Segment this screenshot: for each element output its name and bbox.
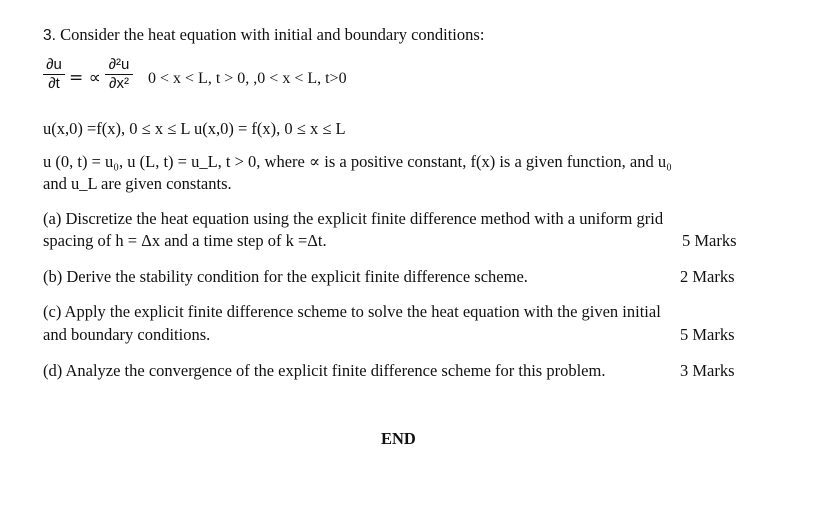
part-a-line2: spacing of h = Δx and a time step of k =Δt. — [43, 231, 327, 250]
part-c-line1: (c) Apply the explicit finite difference scheme to solve the heat equation with the given initial — [43, 302, 661, 321]
equation-domain: 0 < x < L, t > 0, ,0 < x < L, t>0 — [148, 70, 347, 87]
lhs-denominator: ∂t — [48, 75, 60, 92]
equals-proportional: = ∝ — [69, 68, 101, 88]
initial-condition: u(x,0) =f(x), 0 ≤ x ≤ L u(x,0) = f(x), 0 ≤ x ≤ L — [43, 119, 346, 138]
part-d-text: (d) Analyze the convergence of the explicit finite difference scheme for this problem. — [43, 361, 606, 380]
boundary-conditions-line1: u (0, t) = u₀, u (L, t) = u_L, t > 0, where ∝ is a positive constant, f(x) is a given function, and u₀ — [43, 152, 672, 171]
question-title-text: Consider the heat equation with initial and boundary conditions: — [60, 25, 485, 44]
part-b-text: (b) Derive the stability condition for the explicit finite difference scheme. — [43, 267, 528, 286]
rhs-denominator: ∂x² — [109, 75, 129, 92]
part-a-marks: 5 Marks — [682, 231, 737, 250]
lhs-fraction — [42, 56, 66, 93]
rhs-numerator: ∂²u — [108, 56, 130, 73]
boundary-conditions-line2: and u_L are given constants. — [43, 174, 232, 193]
rhs-fraction — [104, 56, 134, 93]
part-b-marks: 2 Marks — [680, 267, 735, 286]
question-number: 3. — [43, 27, 56, 44]
lhs-numerator: ∂u — [46, 56, 62, 73]
part-a-line1: (a) Discretize the heat equation using the explicit finite difference method with a uniform grid — [43, 209, 664, 228]
part-d-marks: 3 Marks — [680, 361, 735, 380]
heat-equation — [42, 56, 642, 104]
part-c-marks: 5 Marks — [680, 325, 735, 344]
end-label: END — [381, 429, 416, 448]
part-c-line2: and boundary conditions. — [43, 325, 211, 344]
question-title — [43, 25, 484, 46]
